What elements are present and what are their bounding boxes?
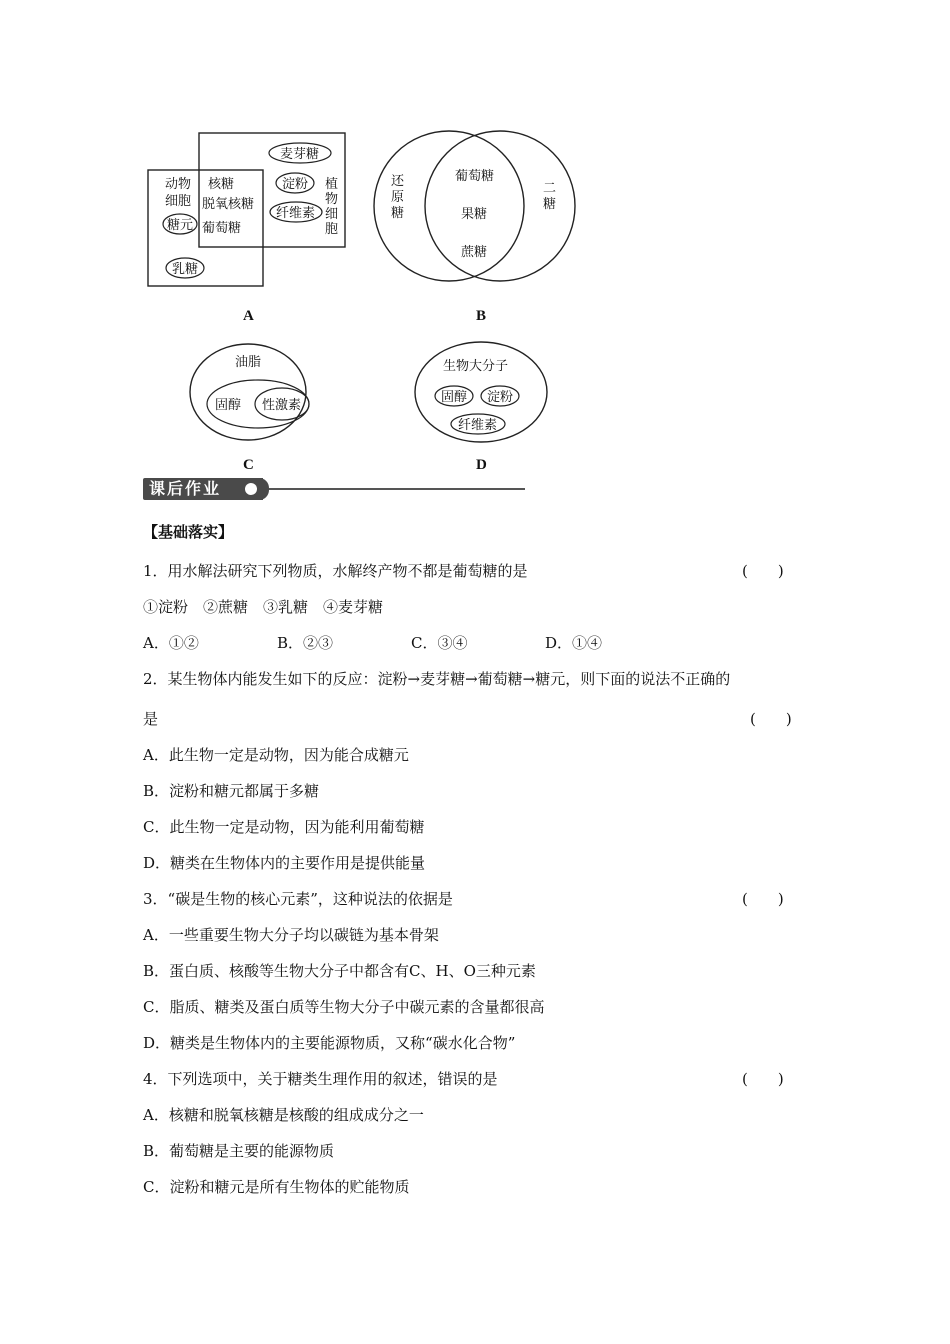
sex-hormone-label: 性激素 [262, 398, 302, 413]
plant-label-2: 物 [325, 192, 339, 207]
q4-option-a: A．核糖和脱氧核糖是核酸的组成成分之一 [143, 1106, 424, 1124]
glucose-label-a: 葡萄糖 [202, 221, 242, 236]
glycogen-label: 糖元 [167, 218, 194, 233]
diagram-c [190, 344, 309, 473]
q2-option-a: A．此生物一定是动物，因为能合成糖元 [143, 746, 409, 764]
glucose-label-b: 葡萄糖 [455, 169, 495, 184]
starch-label-d: 淀粉 [487, 390, 514, 405]
q1-answer-blank: ( ) [742, 562, 784, 580]
fructose-label: 果糖 [461, 207, 488, 222]
q3-option-b: B．蛋白质、核酸等生物大分子中都含有C、H、O三种元素 [143, 962, 536, 980]
q3-option-c: C．脂质、糖类及蛋白质等生物大分子中碳元素的含量都很高 [143, 998, 545, 1016]
q2-option-b: B．淀粉和糖元都属于多糖 [143, 782, 320, 800]
caption-d: D [476, 457, 487, 473]
sterol-label-c: 固醇 [215, 398, 242, 413]
q1-items: ①淀粉 ②蔗糖 ③乳糖 ④麦芽糖 [143, 598, 384, 616]
plant-label-3: 细 [325, 207, 339, 222]
q3-answer-blank: ( ) [742, 890, 784, 908]
caption-c: C [243, 457, 254, 473]
reducing-label-1: 还 [391, 174, 405, 189]
q1-option-c: C．③④ [411, 634, 468, 652]
maltose-label: 麦芽糖 [280, 147, 320, 162]
diagram-a [148, 133, 345, 324]
q4-option-b: B．葡萄糖是主要的能源物质 [143, 1142, 335, 1160]
banner-dot-icon [245, 483, 257, 495]
q3-stem: 3．“碳是生物的核心元素”，这种说法的依据是 [143, 890, 453, 908]
section-heading: 【基础落实】 [143, 523, 234, 541]
animal-cell-label-2: 细胞 [165, 194, 192, 209]
sterol-label-d: 固醇 [441, 390, 468, 405]
q2-stem: 2．某生物体内能发生如下的反应：淀粉→麦芽糖→葡萄糖→糖元，则下面的说法不正确的 [143, 670, 731, 688]
sucrose-label: 蔗糖 [461, 245, 488, 260]
q2-option-d: D．糖类在生物体内的主要作用是提供能量 [143, 854, 426, 872]
ribose-label: 核糖 [208, 177, 235, 192]
starch-label-a: 淀粉 [282, 177, 309, 192]
deoxyribose-label: 脱氧核糖 [202, 197, 255, 212]
animal-cell-label-1: 动物 [165, 177, 192, 192]
reducing-label-3: 糖 [391, 206, 405, 221]
macromolecule-label: 生物大分子 [443, 359, 509, 374]
q1-option-d: D．①④ [545, 634, 603, 652]
q1-option-b: B．②③ [277, 634, 334, 652]
fat-label: 油脂 [235, 355, 262, 370]
plant-label-4: 胞 [325, 222, 339, 237]
cellulose-label-d: 纤维素 [458, 418, 498, 433]
q4-stem: 4．下列选项中，关于糖类生理作用的叙述，错误的是 [143, 1070, 498, 1088]
q1-stem: 1．用水解法研究下列物质，水解终产物不都是葡萄糖的是 [143, 562, 528, 580]
reducing-label-2: 原 [391, 190, 405, 205]
caption-a: A [243, 308, 254, 324]
homework-banner [143, 478, 525, 502]
lactose-label: 乳糖 [172, 262, 199, 277]
q2-answer-blank: ( ) [750, 710, 792, 728]
figure-diagrams [0, 0, 950, 475]
q4-option-c: C．淀粉和糖元是所有生物体的贮能物质 [143, 1178, 410, 1196]
q2-stem-cont: 是 [143, 710, 159, 728]
banner-label: 课后作业 [143, 478, 263, 500]
plant-label-1: 植 [325, 177, 339, 192]
caption-b: B [476, 308, 487, 324]
q3-option-a: A．一些重要生物大分子均以碳链为基本骨架 [143, 926, 439, 944]
banner-rule [263, 488, 525, 490]
diagram-d [415, 342, 547, 473]
disaccharide-label-2: 糖 [543, 197, 557, 212]
diagram-b [374, 131, 575, 324]
disaccharide-label-1: 二 [543, 181, 557, 196]
q4-answer-blank: ( ) [742, 1070, 784, 1088]
q2-option-c: C．此生物一定是动物，因为能利用葡萄糖 [143, 818, 425, 836]
cellulose-label-a: 纤维素 [276, 206, 316, 221]
q1-option-a: A．①② [143, 634, 199, 652]
q3-option-d: D．糖类是生物体内的主要能源物质，又称“碳水化合物” [143, 1034, 516, 1052]
